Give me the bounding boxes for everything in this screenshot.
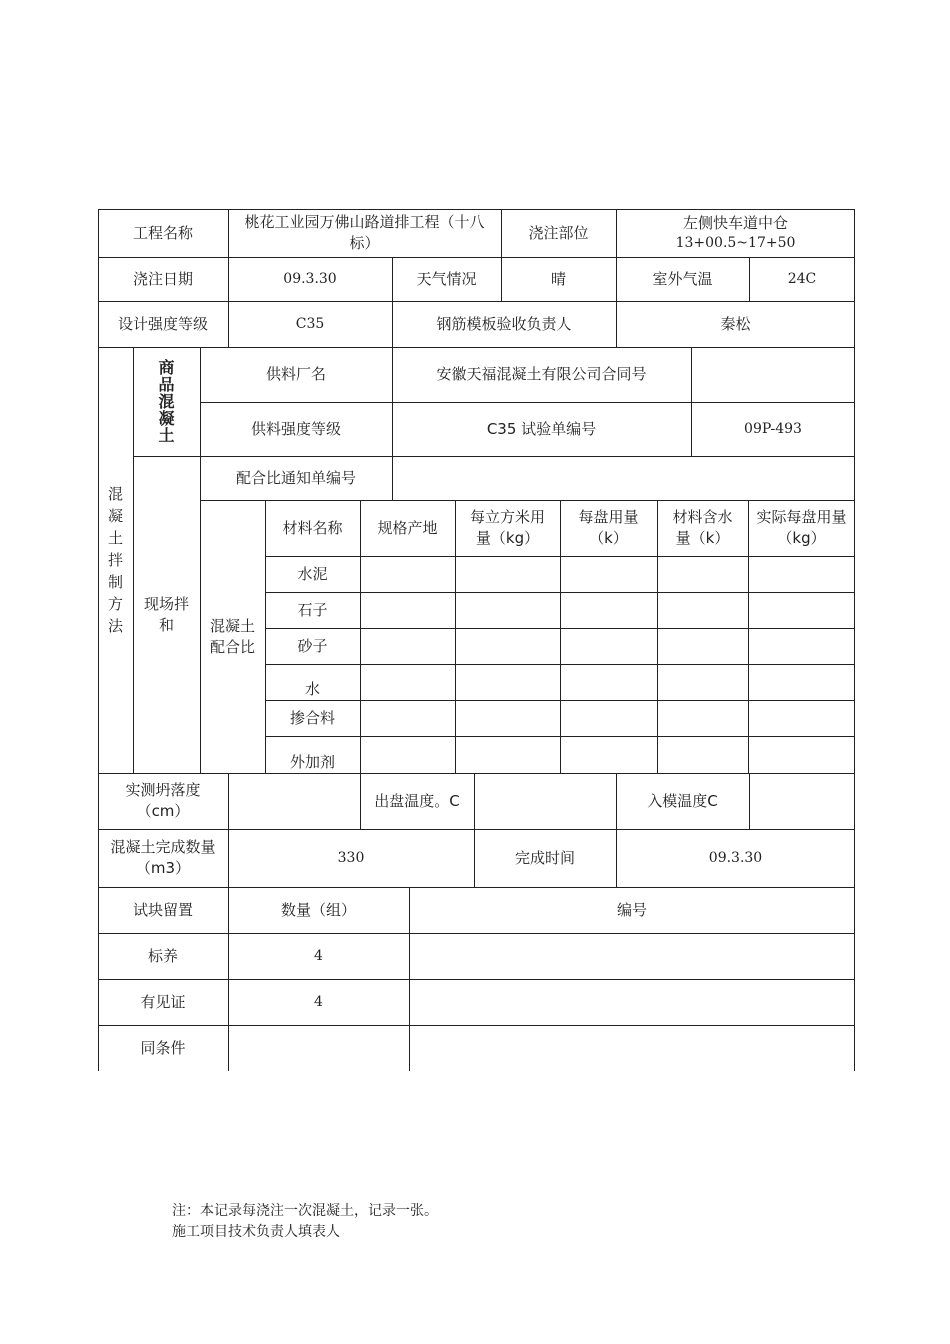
pour-location-value <box>616 209 855 257</box>
specimen-no-header: 编号 <box>616 900 647 919</box>
weather-value: 晴 <box>550 269 566 288</box>
completion-time-label: 完成时间 <box>514 848 575 867</box>
specimen-no-witnessed <box>409 979 855 1025</box>
concrete-pouring-record-form <box>98 209 855 1071</box>
specimen-qty-witnessed: 4 <box>314 993 323 1010</box>
specimen-type-witnessed: 有见证 <box>140 992 186 1011</box>
mixing-method-char: 制 <box>107 573 123 591</box>
completed-qty-value: 330 <box>337 849 365 866</box>
specimen-no-same-condition <box>409 1025 855 1071</box>
commercial-concrete-label <box>133 347 200 456</box>
slump-label: 实测坍落度（cm） <box>125 781 201 820</box>
material-row-sand: 砂子 <box>297 636 328 655</box>
material-row-gravel: 石子 <box>297 600 328 619</box>
slump-value <box>228 773 360 829</box>
strength-grade-label: 设计强度等级 <box>117 314 208 333</box>
form-notes <box>172 1201 438 1243</box>
commercial-concrete-char: 土 <box>158 426 175 445</box>
commercial-concrete-char: 品 <box>158 375 175 394</box>
discharge-temp-value <box>474 773 616 829</box>
test-sheet-value: 09P-493 <box>744 420 802 437</box>
material-header-per-cubic: 每立方米用量（kg） <box>469 508 545 547</box>
commercial-concrete-char: 凝 <box>158 409 175 428</box>
mixing-method-char: 拌 <box>107 551 123 569</box>
outdoor-temp-value: 24C <box>787 270 817 287</box>
completed-qty-label: 混凝土完成数量（m3） <box>110 838 216 877</box>
material-header-per-batch: 每盘用量（k） <box>578 508 639 547</box>
inspector-value: 秦松 <box>720 314 751 333</box>
supply-grade-label: 供料强度等级 <box>250 419 341 438</box>
specimen-type-standard: 标养 <box>147 946 178 965</box>
site-mixing-label: 现场拌和 <box>143 594 189 634</box>
mix-notice-label: 配合比通知单编号 <box>235 468 356 487</box>
mixing-method-char: 混 <box>107 485 123 503</box>
commercial-concrete-char: 商 <box>158 358 175 377</box>
material-header-origin: 规格产地 <box>377 518 438 537</box>
pour-location-label: 浇注部位 <box>528 223 589 242</box>
mixing-method-label <box>98 347 133 773</box>
supplier-value: 安徽天福混凝土有限公司合同号 <box>436 365 647 383</box>
specimen-qty-same-condition <box>228 1025 409 1071</box>
mold-temp-label: 入模温度C <box>647 791 718 810</box>
project-name-value: 桃花工业园万佛山路道排工程（十八标） <box>244 213 485 252</box>
material-header-name: 材料名称 <box>282 518 343 537</box>
note-line-2: 施工项目技术负责人填表人 <box>172 1224 340 1240</box>
pour-location-line1: 左侧快车道中仓 <box>682 214 788 232</box>
completion-time-value: 09.3.30 <box>708 849 763 866</box>
mix-notice-value <box>392 456 855 500</box>
supplier-label: 供料厂名 <box>265 365 326 383</box>
supplier-contract-value <box>691 347 855 402</box>
material-header-actual-batch: 实际每盘用量（kg） <box>756 508 847 547</box>
inspector-label: 钢筋模板验收负责人 <box>436 314 572 333</box>
mixing-method-char: 凝 <box>107 507 123 525</box>
specimen-no-standard <box>409 933 855 979</box>
discharge-temp-label: 出盘温度。C <box>374 791 460 810</box>
material-row-cement: 水泥 <box>297 564 328 583</box>
note-line-1: 注：本记录每浇注一次混凝土，记录一张。 <box>172 1203 438 1219</box>
specimen-qty-standard: 4 <box>314 947 323 964</box>
specimen-qty-header: 数量（组） <box>280 900 356 919</box>
specimen-label: 试块留置 <box>132 900 193 919</box>
strength-grade-value: C35 <box>295 315 325 332</box>
mix-ratio-label: 混凝土配合比 <box>209 616 255 656</box>
pour-date-label: 浇注日期 <box>132 269 193 288</box>
mold-temp-value <box>749 773 855 829</box>
specimen-type-same-condition: 同条件 <box>140 1038 186 1057</box>
material-row-admixture: 掺合料 <box>289 708 335 727</box>
material-row-water: 水 <box>304 680 320 698</box>
pour-date-value: 09.3.30 <box>283 270 337 287</box>
project-name-label: 工程名称 <box>132 223 193 242</box>
mixing-method-char: 方 <box>107 595 123 613</box>
material-row-additive: 外加剂 <box>289 753 335 771</box>
supply-grade-value: C35 试验单编号 <box>486 419 597 438</box>
weather-label: 天气情况 <box>416 269 477 288</box>
commercial-concrete-char: 混 <box>158 392 175 411</box>
outdoor-temp-label: 室外气温 <box>652 269 713 288</box>
material-header-moisture: 材料含水量（k） <box>672 508 733 547</box>
pour-location-line2: 13+00.5~17+50 <box>675 235 796 251</box>
mixing-method-char: 法 <box>107 617 123 635</box>
mixing-method-char: 土 <box>107 529 123 547</box>
